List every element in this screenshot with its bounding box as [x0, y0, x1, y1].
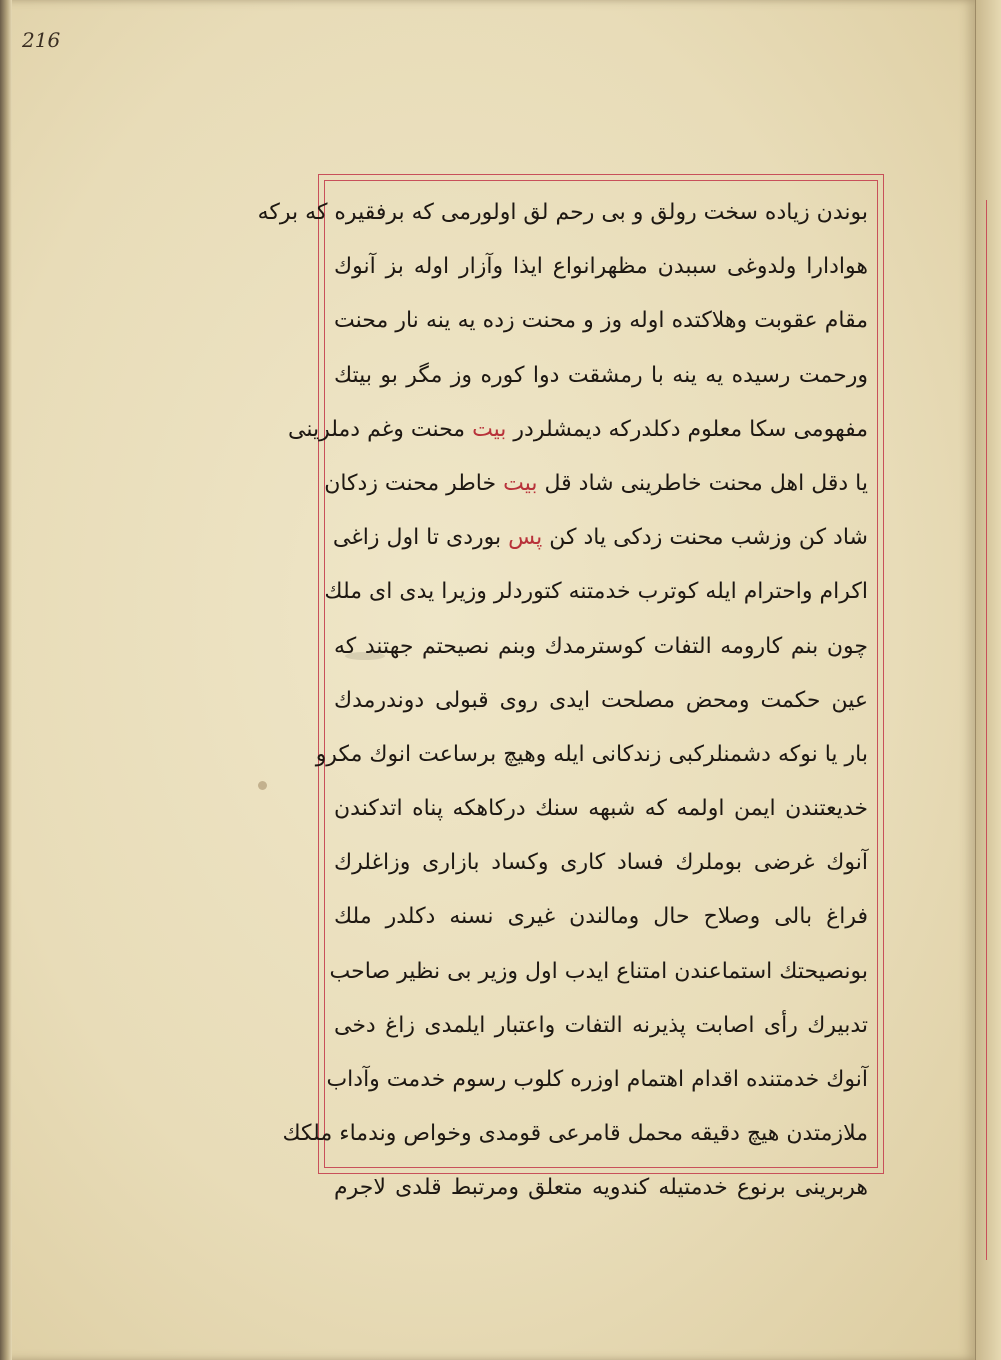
- text-line: [328, 782, 874, 836]
- text-line: [328, 836, 874, 890]
- text-line: [282, 1107, 874, 1161]
- adjacent-page-frame: [986, 200, 1001, 1260]
- text-line: [328, 620, 874, 674]
- rubric-word: بیت: [472, 416, 507, 442]
- ink-stain: [258, 781, 267, 790]
- text-line: [328, 890, 874, 944]
- text-segment: خدیعتندن ایمن اولمه که شبهه سنك درکاهکه پناه اتدکندن: [334, 796, 868, 822]
- text-line: [328, 240, 874, 294]
- text-line: [328, 349, 874, 403]
- text-segment: تدبیرك رأی اصابت پذیرنه التفات واعتبار ایلمدی زاغ دخی: [334, 1012, 868, 1038]
- text-block: [257, 186, 874, 1201]
- text-segment: خاطر محنت زدکان: [324, 470, 504, 496]
- text-line: [315, 728, 874, 782]
- text-segment: ملازمتدن هیچ دقیقه محمل قامرعی قومدی وخواص وندماء ملکك: [282, 1121, 868, 1147]
- text-segment: هربرینی برنوع خدمتیله کندویه متعلق ومرتبط قلدی لاجرم: [334, 1175, 868, 1201]
- rubric-word: پس: [508, 525, 543, 551]
- text-line: [287, 403, 874, 457]
- text-line: [328, 674, 874, 728]
- text-line: [324, 457, 874, 511]
- page-gutter-edge: [0, 0, 12, 1360]
- text-line: [328, 999, 874, 1053]
- text-line: [328, 1161, 874, 1215]
- text-segment: یا دقل اهل محنت خاطرینی شاد قل: [537, 470, 868, 496]
- text-segment: محنت وغم دملرینی: [287, 416, 473, 442]
- text-line: [328, 1053, 874, 1107]
- text-segment: فراغ بالی وصلاح حال ومالندن غیری نسنه دکلدر ملك: [334, 904, 868, 930]
- text-line: [328, 294, 874, 348]
- text-line: [257, 186, 874, 240]
- text-segment: هوادارا ولدوغی سببدن مظهرانواع ایذا وآزار اوله بز آنوك: [334, 254, 868, 280]
- text-segment: شاد کن وزشب محنت زدکی یاد کن: [542, 525, 868, 551]
- folio-number: 216: [22, 28, 61, 52]
- text-line: [328, 945, 874, 999]
- text-line: [328, 511, 874, 565]
- text-segment: آنوك غرضی بوملرك فساد کاری وکساد بازاری وزاغلرك: [334, 850, 868, 876]
- text-segment: مقام عقوبت وهلاکتده اوله وز و محنت زده یه ینه نار محنت: [334, 308, 868, 334]
- text-segment: بوردی تا اول زاغی: [332, 525, 509, 551]
- text-segment: ورحمت رسیده یه ینه با رمشقت دوا کوره وز مگر بو بیتك: [334, 362, 868, 388]
- text-segment: عین حکمت ومحض مصلحت ایدی روی قبولی دوندرمدك: [334, 687, 868, 713]
- text-segment: آنوك خدمتنده اقدام اهتمام اوزره کلوب رسوم خدمت وآداب: [326, 1067, 868, 1092]
- text-segment: بار یا نوکه دشمنلرکبی زندکانی ایله وهیچ برساعت انوك مکرو: [315, 741, 868, 767]
- rubric-word: بیت: [503, 470, 538, 496]
- text-line: [324, 565, 874, 619]
- text-segment: مفهومی سکا معلوم دکلدرکه دیمشلردر: [506, 416, 868, 442]
- text-segment: اکرام واحترام ایله کوترب خدمتنه کتوردلر وزیرا یدی ای ملك: [324, 579, 868, 605]
- text-segment: بوندن زیاده سخت رولق و بی رحم لق اولورمی که برفقیره که برکه: [257, 200, 868, 225]
- text-segment: چون بنم کارومه التفات کوسترمدك وبنم نصیحتم جهتند که: [334, 633, 868, 659]
- text-segment: بونصیحتك استماعندن امتناع ایدب اول وزیر بی نظیر صاحب: [329, 958, 868, 984]
